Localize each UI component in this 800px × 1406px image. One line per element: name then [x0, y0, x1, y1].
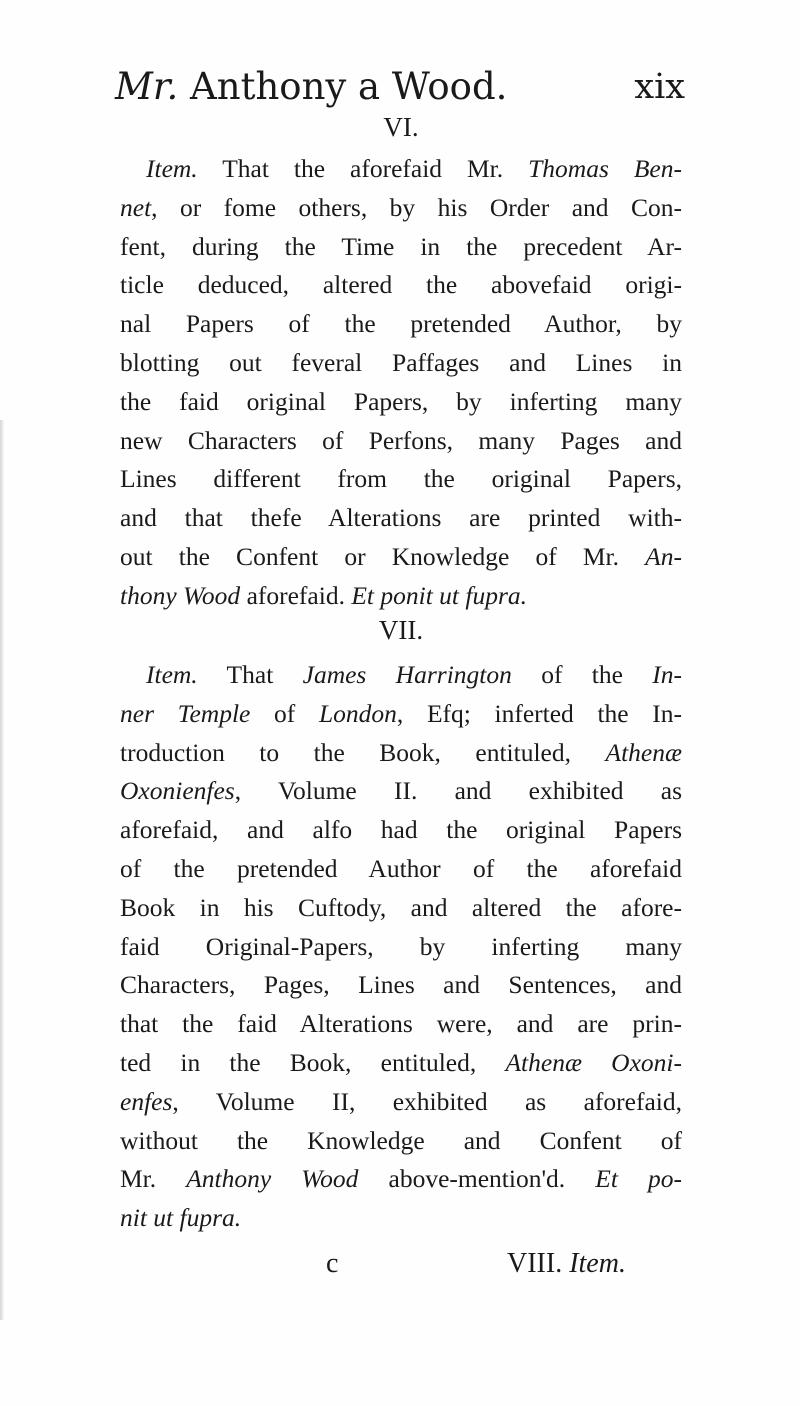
page-footer [120, 1248, 682, 1288]
italic-run: Athenæ [605, 737, 682, 767]
text-run: , Volume II. and exhibited as [234, 776, 682, 806]
text-run: without the Knowledge and Confent of [120, 1125, 682, 1155]
text-run: , Volume II, exhibited as aforefaid, [172, 1086, 682, 1116]
text-line [120, 1083, 682, 1122]
catchword: VIII. Item. [507, 1248, 626, 1279]
text-run: Mr. [120, 1164, 187, 1194]
italic-run: enfes [120, 1086, 173, 1116]
text-run: ticle deduced, altered the abovefaid origi- [120, 270, 682, 300]
text-line [120, 266, 682, 305]
text-run: blotting out feveral Paffages and Lines in [120, 347, 682, 377]
italic-run: Item. [146, 154, 198, 183]
text-run: that the faid Alterations were, and are prin- [120, 1009, 682, 1039]
text-line [120, 928, 682, 967]
running-head-title: Mr. Anthony a Wood. [115, 65, 508, 108]
italic-run: net [120, 192, 152, 222]
text-run: Book in his Cuftody, and altered the afore- [120, 892, 682, 922]
italic-run: Anthony Wood [186, 1164, 359, 1194]
text-run: out the Confent or Knowledge of Mr. [120, 541, 646, 571]
text-line [120, 734, 682, 773]
text-line [120, 305, 682, 344]
italic-run: Oxonienfes [120, 776, 235, 806]
page-gutter-shadow [0, 420, 4, 1320]
italic-run: Et po- [595, 1164, 682, 1194]
running-head [115, 62, 685, 112]
text-line [120, 538, 682, 577]
text-run: Lines different from the original Papers, [120, 464, 682, 494]
text-run: ted in the Book, entituled, [120, 1047, 506, 1077]
text-line [120, 1005, 682, 1044]
italic-run: nit ut fupra. [120, 1203, 242, 1233]
page-number: xix [634, 67, 685, 107]
text-run: Characters, Pages, Lines and Sentences, and [120, 970, 682, 1000]
italic-run: ner Temple [120, 698, 251, 728]
italic-run: thony Wood [120, 580, 241, 610]
signature-mark: c [326, 1248, 339, 1279]
text-line [120, 966, 682, 1005]
article-vii-text [120, 656, 682, 1238]
text-line [120, 228, 682, 267]
text-line [120, 656, 682, 695]
text-line [120, 344, 682, 383]
text-line [120, 850, 682, 889]
text-line [120, 772, 682, 811]
italic-run: An- [645, 541, 682, 571]
text-line [120, 422, 682, 461]
text-line [120, 695, 682, 734]
text-run: troduction to the Book, entituled, [120, 737, 606, 767]
italic-run: James Harrington [302, 660, 512, 689]
text-line [120, 1160, 682, 1199]
text-line [120, 460, 682, 499]
italic-run: Thomas Ben- [528, 154, 682, 183]
text-run: That [197, 660, 303, 689]
text-run: That the aforefaid Mr. [197, 154, 529, 183]
italic-run: Item. [146, 660, 198, 689]
text-run: , or fome others, by his Order and Con- [151, 192, 682, 222]
italic-run: Athenæ Oxoni- [505, 1047, 682, 1077]
text-line [120, 499, 682, 538]
text-run: , Efq; inferted the In- [396, 698, 683, 728]
italic-run: Et ponit ut fupra. [351, 580, 528, 610]
text-run: of the [511, 660, 653, 689]
text-run: fent, during the Time in the precedent Ar- [120, 231, 682, 261]
text-line [120, 189, 682, 228]
article-number-vi: VI. [383, 112, 419, 142]
text-run: of the pretended Author of the aforefaid [120, 853, 682, 883]
text-run: nal Papers of the pretended Author, by [120, 309, 682, 339]
text-line [120, 150, 682, 189]
text-line [120, 1122, 682, 1161]
text-run: aforefaid. [240, 580, 352, 610]
italic-run: In- [652, 660, 682, 689]
text-run: above-mention'd. [358, 1164, 596, 1194]
text-line [120, 889, 682, 928]
text-line [120, 1044, 682, 1083]
text-line [120, 811, 682, 850]
italic-run: London [318, 698, 397, 728]
text-run: and that thefe Alterations are printed with- [120, 503, 682, 533]
article-number-vii: VII. [378, 615, 424, 645]
text-line [120, 1199, 682, 1238]
text-run: aforefaid, and alfo had the original Papers [120, 815, 682, 845]
text-run: faid Original-Papers, by inferting many [120, 931, 682, 961]
text-line [120, 383, 682, 422]
text-run: new Characters of Perfons, many Pages and [120, 425, 682, 455]
article-vi-text [120, 150, 682, 616]
text-line [120, 577, 682, 616]
text-run: of [250, 698, 319, 728]
text-run: the faid original Papers, by inferting many [120, 386, 682, 416]
